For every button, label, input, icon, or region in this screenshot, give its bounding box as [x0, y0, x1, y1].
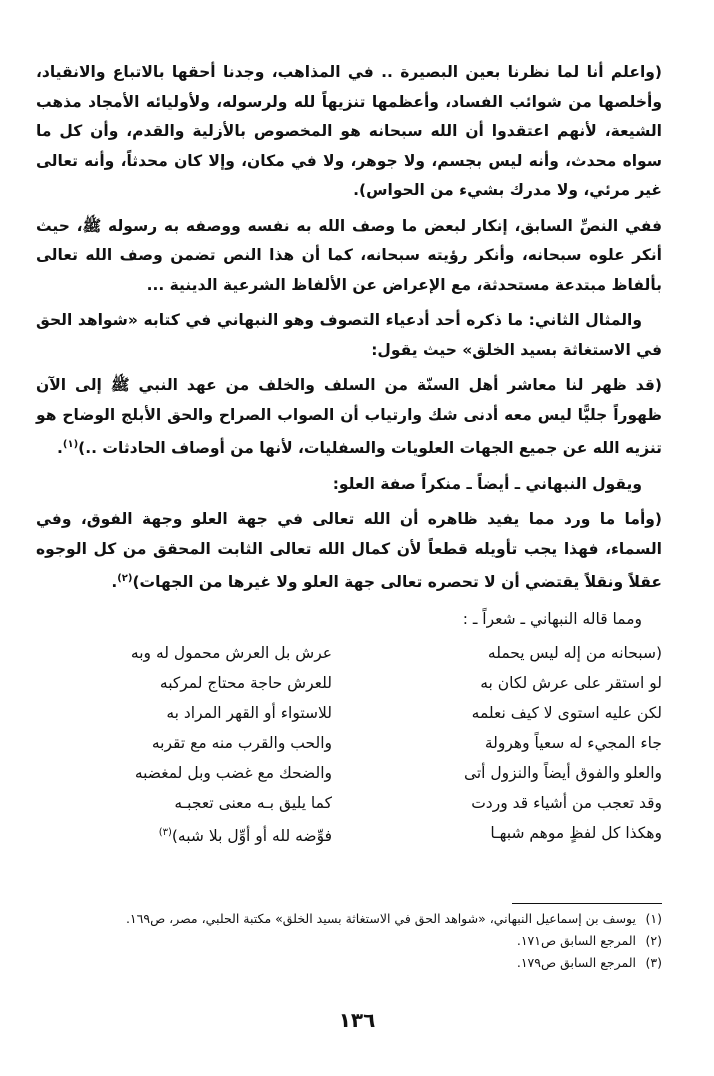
verse-right-2: لو استقر على عرش لكان به: [480, 673, 662, 692]
footnote-ref-1: (١): [62, 439, 79, 450]
paragraph-quote-2: (قد ظهر لنا معاشر أهل السنّة من السلف والخلف من عهد النبي ﷺ إلى الآن ظهوراً جليًّا ليس معه أدنى شك وارتياب أن الصواب الصراح والحق الأبلج الوضاح هو تنزيه الله عن جميع الجهات العلويات والسفليات، لأنها من أوصاف الحادثات ..)$^{(١)}$.: [36, 376, 662, 458]
footnote-1: [36, 908, 662, 930]
footnote-3-text: المرجع السابق ص١٧٩.: [516, 955, 636, 970]
verse-right-3: لكن عليه استوى لا كيف نعلمه: [471, 703, 662, 722]
paragraph-commentary: ففي النصِّ السابق، إنكار لبعض ما وصف الله به نفسه ووصفه به رسوله ﷺ، حيث أنكر علوه سبحانه، وأنكر رؤيته سبحانه، كما أن هذا النص تضمن وصف الله تعالى بألفاظ مبتدعة مستحدثة، مع الإعراض عن الألفاظ الشرعية الدينية ...: [36, 216, 662, 294]
page-number: ١٣٦: [338, 1008, 376, 1032]
page-body: [36, 58, 662, 851]
quote-2-text: (قد ظهر لنا معاشر أهل السنّة من السلف والخلف من عهد النبي ﷺ إلى الآن ظهوراً جليًّا ليس معه أدنى شك وارتياب أن الصواب الصراح والحق الأبلج الوضاح هو تنزيه الله عن جميع الجهات العلويات والسفليات، لأنها من أوصاف الحادثات ..): [36, 376, 662, 458]
verse-left-7: [36, 818, 332, 851]
verse-left-3: للاستواء أو القهر المراد به: [166, 703, 332, 722]
paragraph-quote-1: (واعلم أنا لما نظرنا بعين البصيرة .. في المذاهب، وجدنا أحقها بالاتباع والانقياد، وأخلصها من شوائب الفساد، وأعظمها تنزيهاً لله ولرسوله، ولأوليائه الأمجاد مذهب الشيعة، لأنهم اعتقدوا أن الله سبحانه هو المخصوص بالأزلية والقدم، وأن كل ما سواه محدث، وأنه ليس بجسم، ولا جوهر، ولا في مكان، وإلا كان محدثاً، وأنه تعالى غير مرئي، ولا مدرك بشيء من الحواس).: [36, 63, 662, 199]
verse-right-6: وقد تعجب من أشياء قد وردت: [471, 793, 662, 812]
paragraph-second-example: والمثال الثاني: ما ذكره أحد أدعياء التصوف وهو النبهاني في كتابه «شواهد الحق في الاستغاثة بسيد الخلق» حيث يقول:: [36, 311, 662, 359]
verse-right-1: (سبحانه من إله ليس يحمله: [487, 643, 662, 662]
verse-right-5: والعلو والفوق أيضاً والنزول أتى: [463, 763, 662, 782]
footnote-3-number: (٣): [645, 955, 662, 970]
verse-right-4: جاء المجيء له سعياً وهرولة: [484, 733, 662, 752]
footnote-separator: [512, 903, 662, 904]
footnote-2-number: (٢): [645, 933, 662, 948]
verse-left-2: للعرش حاجة محتاج لمركبه: [159, 673, 332, 692]
verse-left-1: عرش بل العرش محمول له وبه: [130, 643, 332, 662]
poem-column-left: [36, 638, 332, 851]
footnote-1-text: يوسف بن إسماعيل النبهاني، «شواهد الحق في الاستغاثة بسيد الخلق» مكتبة الحلبي، مصر، ص١٦٩.: [125, 911, 636, 926]
verse-left-6: كما يليق بـه معنى تعجبـه: [174, 793, 332, 812]
poem: [36, 638, 662, 851]
verse-left-4: والحب والقرب منه مع تقربه: [151, 733, 332, 752]
verse-left-7-text: فوِّضه لله أو أوِّل بلا شبه): [171, 826, 332, 845]
verse-left-5: والضحك مع غضب وبل لمغضبه: [134, 763, 332, 782]
footnote-1-number: (١): [645, 911, 662, 926]
footnote-3: [36, 952, 662, 974]
footnote-2: [36, 930, 662, 952]
poem-intro: ومما قاله النبهاني ـ شعراً ـ :: [462, 609, 642, 628]
paragraph-intro-3: ويقول النبهاني ـ أيضاً ـ منكراً صفة العلو:: [332, 474, 642, 493]
verse-right-7: وهكذا كل لفظٍ موهم شبهـا: [490, 823, 662, 842]
quote-3-text: (وأما ما ورد مما يفيد ظاهره أن الله تعالى في جهة العلو وجهة الفوق، وفي السماء، فهذا يجب تأويله قطعاً لأن كمال الله تعالى الثابت المحقق من كل الوجوه عقلاً ونقلاً يقتضي أن لا تحصره تعالى جهة العلو ولا غيرها من الجهات): [36, 510, 662, 592]
poem-column-right: [366, 638, 662, 851]
paragraph-quote-3: (وأما ما ورد مما يفيد ظاهره أن الله تعالى في جهة العلو وجهة الفوق، وفي السماء، فهذا يجب تأويله قطعاً لأن كمال الله تعالى الثابت المحقق من كل الوجوه عقلاً ونقلاً يقتضي أن لا تحصره تعالى جهة العلو ولا غيرها من الجهات)$^{(٢)}$.: [36, 510, 662, 592]
footnote-ref-3: (٣): [158, 826, 172, 838]
footnotes: [36, 908, 662, 974]
footnote-ref-2: (٢): [117, 573, 133, 585]
footnote-2-text: المرجع السابق ص١٧١.: [516, 933, 636, 948]
